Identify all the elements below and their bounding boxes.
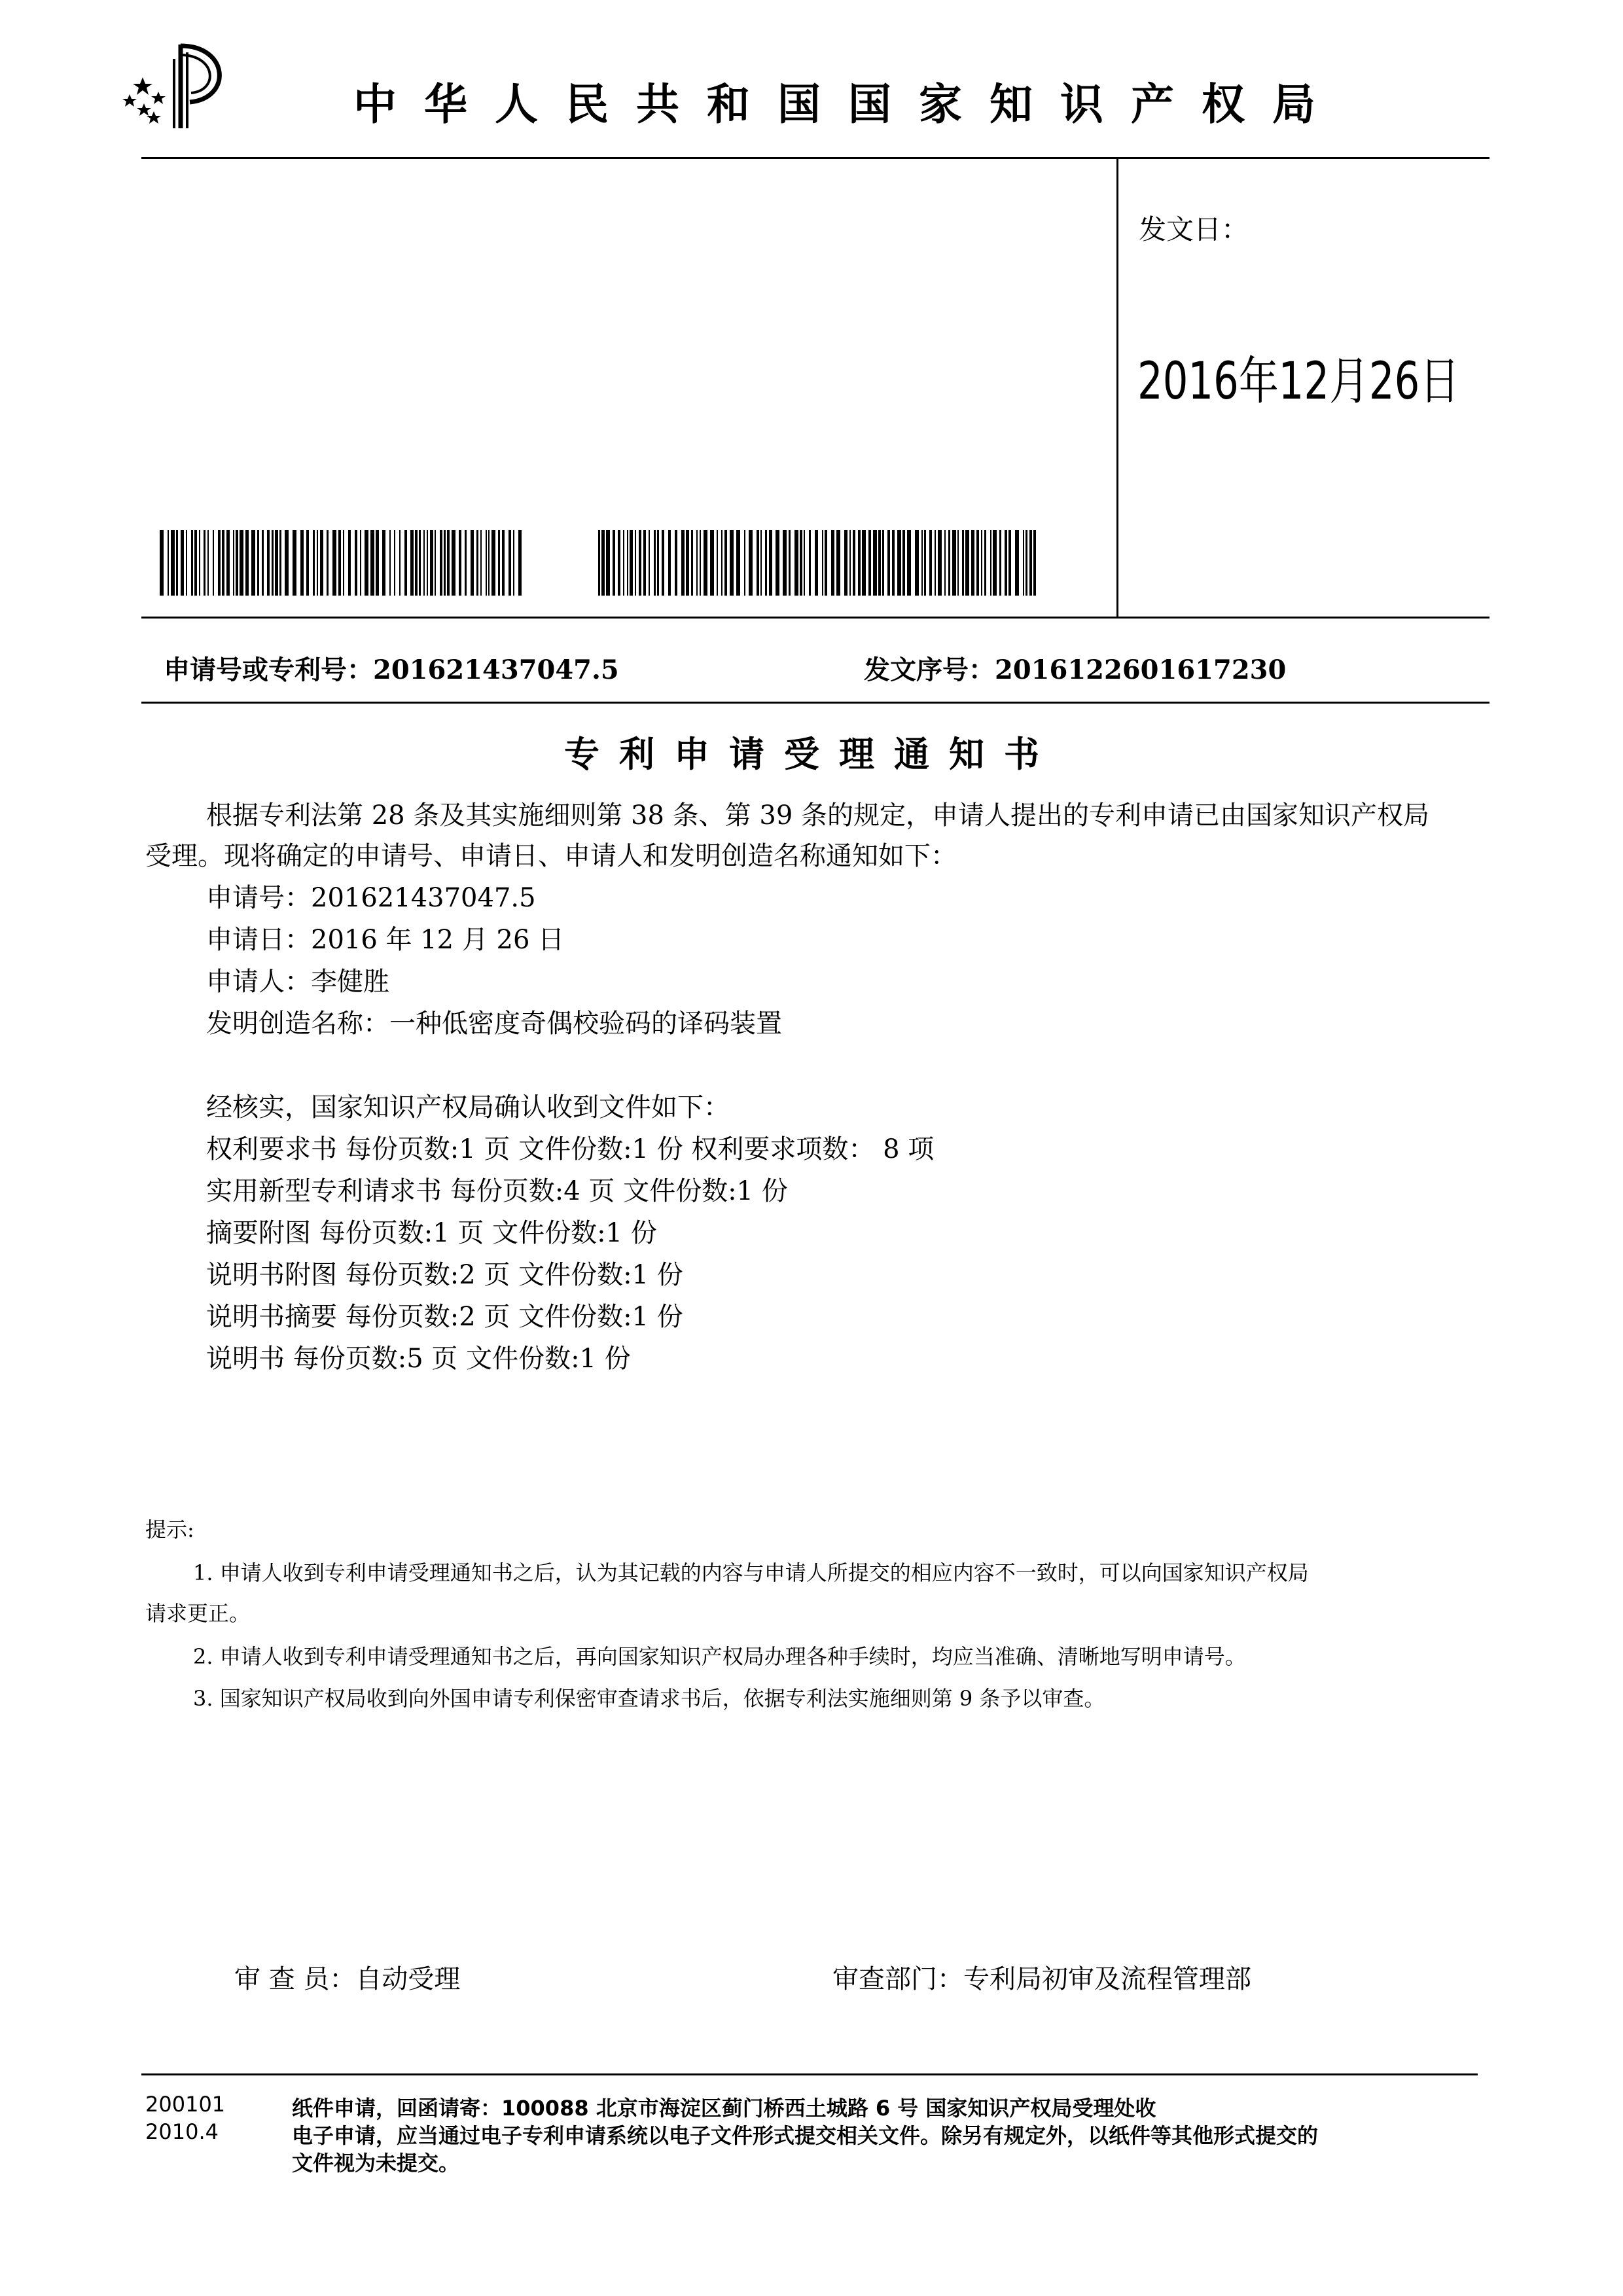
file-item: 权利要求书 每份页数:1 页 文件份数:1 份 权利要求项数： 8 项 — [206, 1134, 935, 1164]
file-item: 说明书摘要 每份页数:2 页 文件份数:1 份 — [206, 1302, 683, 1332]
document-sequence-row — [864, 649, 1286, 687]
application-number-row — [164, 649, 619, 687]
document-sequence-value: 2016122601617230 — [995, 655, 1287, 685]
intro-line-2: 受理。现将确定的申请号、申请日、申请人和发明创造名称通知如下： — [145, 841, 957, 871]
field-application-date: 申请日：2016 年 12 月 26 日 — [206, 925, 565, 955]
footer-rule — [141, 2073, 1478, 2075]
header-rule — [141, 157, 1489, 159]
application-number-label: 申请号或专利号： — [164, 655, 373, 685]
field-applicant: 申请人：李健胜 — [206, 967, 389, 997]
send-date-value: 2016年12月26日 — [1137, 352, 1460, 411]
office-name: 中华人民共和国国家知识产权局 — [353, 79, 1343, 130]
examination-department: 审查部门：专利局初审及流程管理部 — [832, 1964, 1251, 1994]
intro-line-1: 根据专利法第 28 条及其实施细则第 38 条、第 39 条的规定，申请人提出的专利申请已由国家知识产权局 — [206, 800, 1429, 831]
footer-line-1: 纸件申请，回函请寄：100088 北京市海淀区蓟门桥西土城路 6 号 国家知识产权局受理处收 — [292, 2096, 1156, 2121]
info-top-rule — [141, 617, 1489, 619]
send-date-label: 发文日： — [1139, 213, 1249, 245]
footer-line-2: 电子申请，应当通过电子专利申请系统以电子文件形式提交相关文件。除另有规定外，以纸件等其他形式提交的 — [292, 2123, 1319, 2148]
file-item: 摘要附图 每份页数:1 页 文件份数:1 份 — [206, 1218, 657, 1248]
confirm-heading: 经核实，国家知识产权局确认收到文件如下： — [206, 1092, 730, 1122]
cnipa-emblem-icon — [118, 39, 242, 131]
examiner: 审 查 员：自动受理 — [234, 1964, 461, 1994]
tip-1-line-1: 1. 申请人收到专利申请受理通知书之后，认为其记载的内容与申请人所提交的相应内容不一致时，可以向国家知识产权局 — [193, 1560, 1309, 1585]
info-bottom-rule — [141, 702, 1489, 704]
form-code: 200101 — [145, 2092, 226, 2117]
tip-3: 3. 国家知识产权局收到向外国申请专利保密审查请求书后，依据专利法实施细则第 9 条予以审查。 — [193, 1686, 1105, 1711]
notice-title: 专利申请受理通知书 — [564, 733, 1059, 775]
file-item: 说明书 每份页数:5 页 文件份数:1 份 — [206, 1344, 631, 1374]
tip-2: 2. 申请人收到专利申请受理通知书之后，再向国家知识产权局办理各种手续时，均应当准确、清晰地写明申请号。 — [193, 1644, 1246, 1669]
document-sequence-label: 发文序号： — [864, 655, 995, 685]
field-application-number: 申请号：201621437047.5 — [206, 883, 536, 913]
application-number-value: 201621437047.5 — [373, 655, 619, 685]
form-version: 2010.4 — [145, 2119, 219, 2144]
field-invention-title: 发明创造名称：一种低密度奇偶校验码的译码装置 — [206, 1009, 782, 1039]
barcode-left — [160, 530, 523, 596]
file-item: 说明书附图 每份页数:2 页 文件份数:1 份 — [206, 1260, 683, 1290]
file-item: 实用新型专利请求书 每份页数:4 页 文件份数:1 份 — [206, 1176, 788, 1206]
tip-1-line-2: 请求更正。 — [145, 1601, 251, 1626]
tips-heading: 提示: — [145, 1517, 194, 1542]
footer-line-3: 文件视为未提交。 — [292, 2151, 460, 2176]
barcode-right — [598, 530, 1036, 596]
date-box-divider — [1116, 157, 1118, 617]
